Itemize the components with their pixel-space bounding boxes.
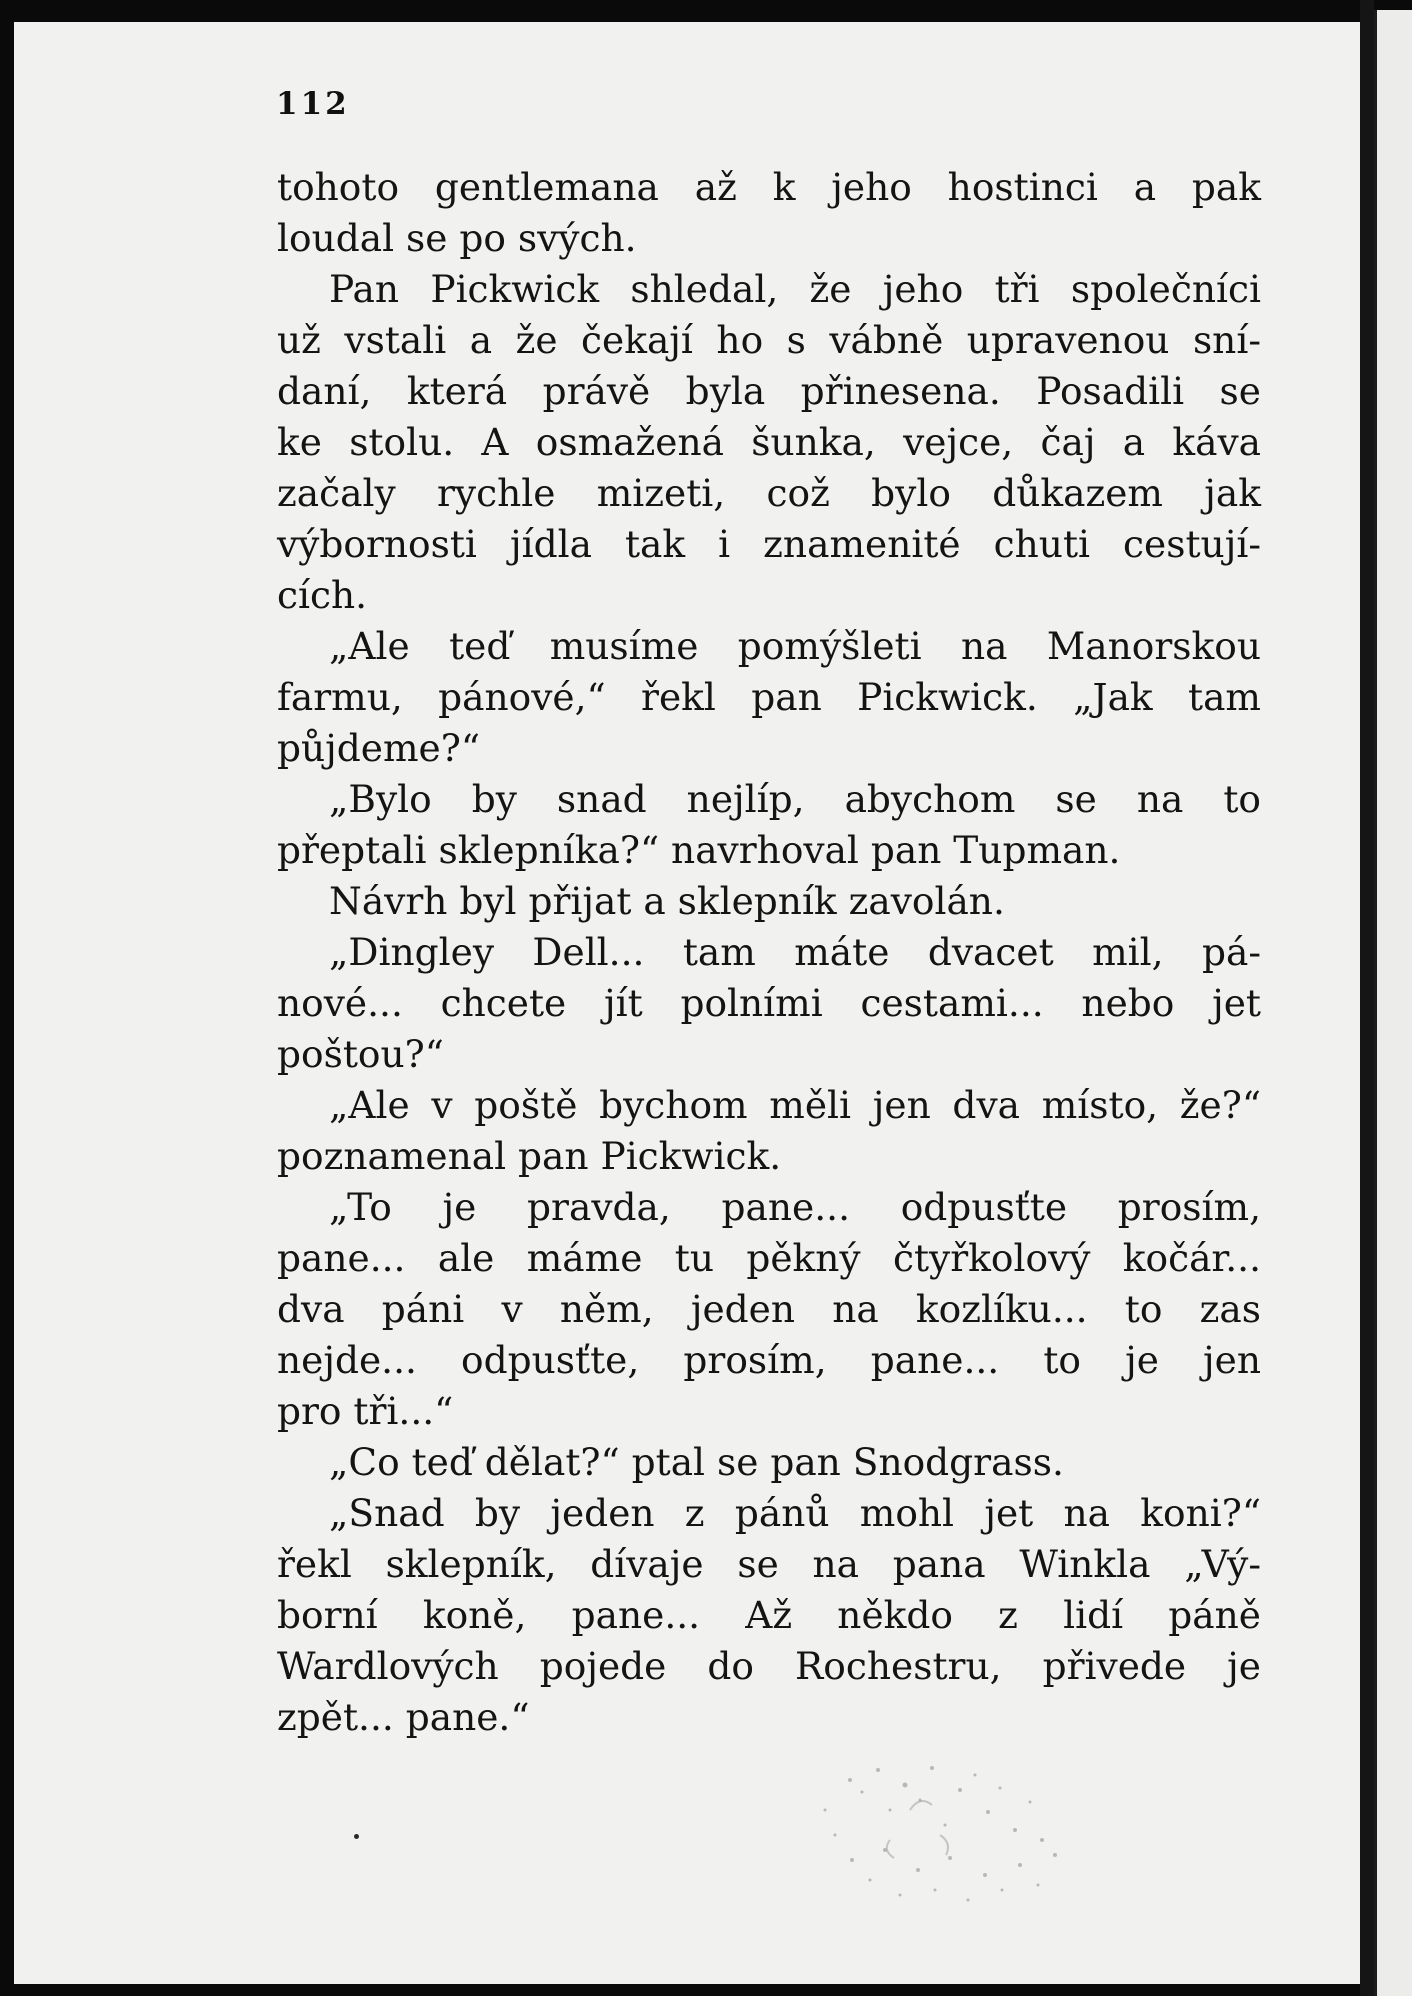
page-number: 112	[276, 86, 350, 122]
text-line: začaly rychle mizeti, což bylo důkazem jak	[277, 471, 1261, 515]
text-line: dva páni v něm, jeden na kozlíku... to zas	[277, 1287, 1261, 1331]
text-line: půjdeme?“	[277, 726, 481, 770]
text-line: nové... chcete jít polními cestami... nebo jet	[277, 981, 1261, 1025]
text-line: „To je pravda, pane... odpusťte prosím,	[329, 1185, 1261, 1229]
text-line: „Co teď dělat?“ ptal se pan Snodgrass.	[329, 1440, 1064, 1484]
text-line: pro tři...“	[277, 1389, 454, 1433]
text-line: „Snad by jeden z pánů mohl jet na koni?“	[329, 1491, 1261, 1535]
faded-library-stamp	[790, 1740, 1100, 1920]
text-line: loudal se po svých.	[277, 216, 637, 260]
text-line: farmu, pánové,“ řekl pan Pickwick. „Jak tam	[277, 675, 1261, 719]
text-line: Pan Pickwick shledal, že jeho tři společníci	[329, 267, 1261, 311]
text-line: „Dingley Dell... tam máte dvacet mil, pá-	[329, 930, 1261, 974]
text-line: už vstali a že čekají ho s vábně upravenou sní-	[277, 318, 1261, 362]
text-line: výbornosti jídla tak i znamenité chuti cestují-	[277, 522, 1261, 566]
text-line: daní, která právě byla přinesena. Posadili se	[277, 369, 1261, 413]
text-line: cích.	[277, 573, 368, 617]
page-gutter-shadow	[1360, 0, 1374, 1996]
text-line: ke stolu. A osmažená šunka, vejce, čaj a káva	[277, 420, 1261, 464]
text-line: pane... ale máme tu pěkný čtyřkolový kočár...	[277, 1236, 1261, 1280]
ink-speck	[354, 1834, 359, 1839]
text-line: borní koně, pane... Až někdo z lidí páně	[277, 1593, 1261, 1637]
text-line: „Bylo by snad nejlíp, abychom se na to	[329, 777, 1261, 821]
text-line: přeptali sklepníka?“ navrhoval pan Tupman.	[277, 828, 1121, 872]
text-line: Wardlových pojede do Rochestru, přivede je	[277, 1644, 1261, 1688]
body-text	[277, 162, 1261, 1743]
text-line: Návrh byl přijat a sklepník zavolán.	[329, 879, 1005, 923]
text-line: řekl sklepník, dívaje se na pana Winkla „Vý-	[277, 1542, 1261, 1586]
text-line: tohoto gentlemana až k jeho hostinci a pak	[277, 165, 1261, 209]
text-line: poštou?“	[277, 1032, 444, 1076]
next-page-edge	[1374, 10, 1412, 1996]
text-line: nejde... odpusťte, prosím, pane... to je jen	[277, 1338, 1261, 1382]
text-line: „Ale teď musíme pomýšleti na Manorskou	[329, 624, 1261, 668]
text-line: „Ale v poště bychom měli jen dva místo, že?“	[329, 1083, 1261, 1127]
text-line: zpět... pane.“	[277, 1695, 530, 1739]
text-line: poznamenal pan Pickwick.	[277, 1134, 782, 1178]
